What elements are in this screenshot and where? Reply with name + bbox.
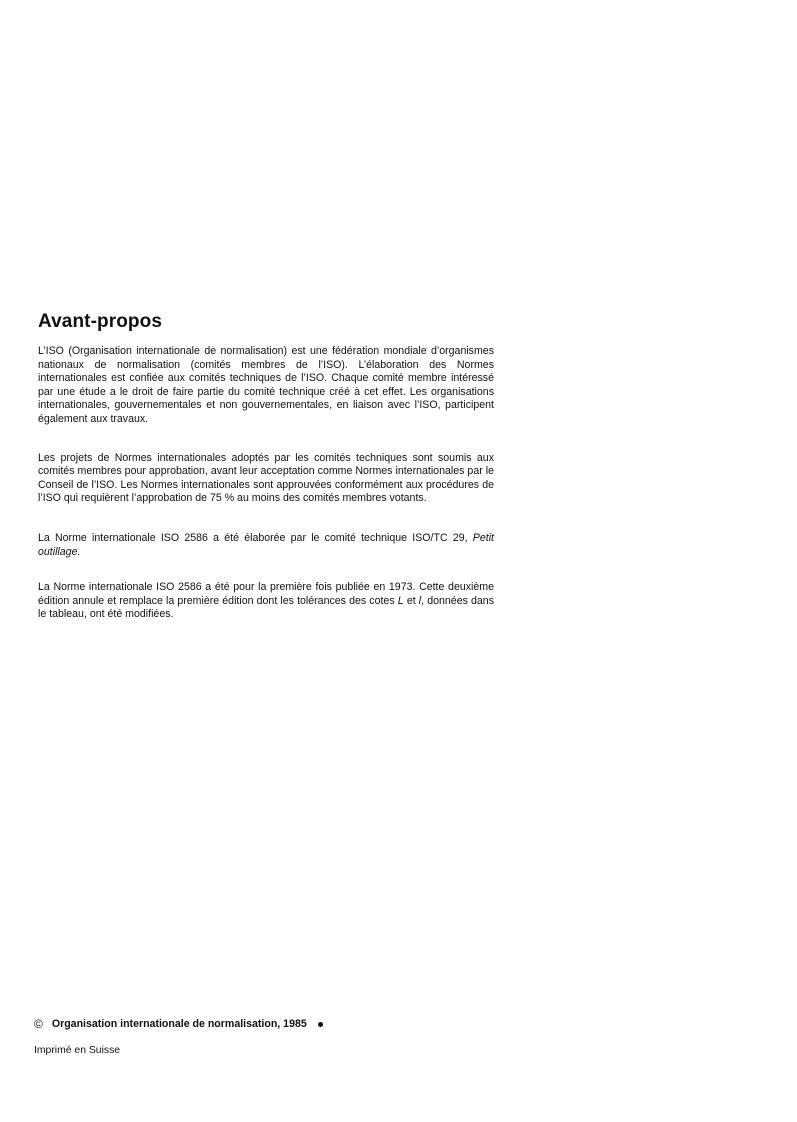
paragraph-technical-committee xyxy=(38,532,494,559)
paragraph-edition-history xyxy=(38,581,494,622)
paragraph-draft-approval: Les projets de Normes internationales adoptés par les comités techniques sont soumis aux comités membres pour approbation, avant leur acceptation comme Normes internationales par le Conseil de l’ISO. Les Normes internationales sont approuvées conformément aux procédures de l’ISO qui requièrent l’approbation de 75 % au moins des comités membres votants. xyxy=(38,451,494,505)
foreword-body xyxy=(38,345,494,645)
copyright-text: Organisation internationale de normalisation, 1985 xyxy=(51,1018,307,1030)
paragraph-technical-committee-text: La Norme internationale ISO 2586 a été élaborée par le comité technique ISO/TC 29, xyxy=(38,531,468,544)
paragraph-iso-intro: L’ISO (Organisation internationale de normalisation) est une fédération mondiale d’organismes nationaux de normalisation (comités membres de l’ISO). L’élaboration des Normes internationales est confiée aux comités techniques de l’ISO. Chaque comité membre intéressé par une étude a le droit de faire partie du comité technique créé à cet effet. Les organisations internationales, gouvernementales et non gouvernementales, en liaison avec l’ISO, participent également aux travaux. xyxy=(38,345,494,425)
bullet-icon xyxy=(318,1022,323,1027)
copyright-line xyxy=(34,1017,323,1031)
edition-text-b: et xyxy=(406,594,416,607)
dimension-L: L xyxy=(397,594,404,607)
page-title: Avant-propos xyxy=(38,311,162,332)
copyright-icon: © xyxy=(34,1017,43,1031)
printed-in: Imprimé en Suisse xyxy=(34,1045,121,1056)
edition-text-c: , données dans le tableau, ont été modifiées. xyxy=(38,594,494,621)
edition-text-a: La Norme internationale ISO 2586 a été pour la première fois publiée en 1973. Cette deuxième édition annule et remplace la première édition dont les tolérances des cotes xyxy=(38,581,494,607)
dimension-l: l xyxy=(418,594,422,607)
committee-name: Petit outillage. xyxy=(38,531,494,558)
